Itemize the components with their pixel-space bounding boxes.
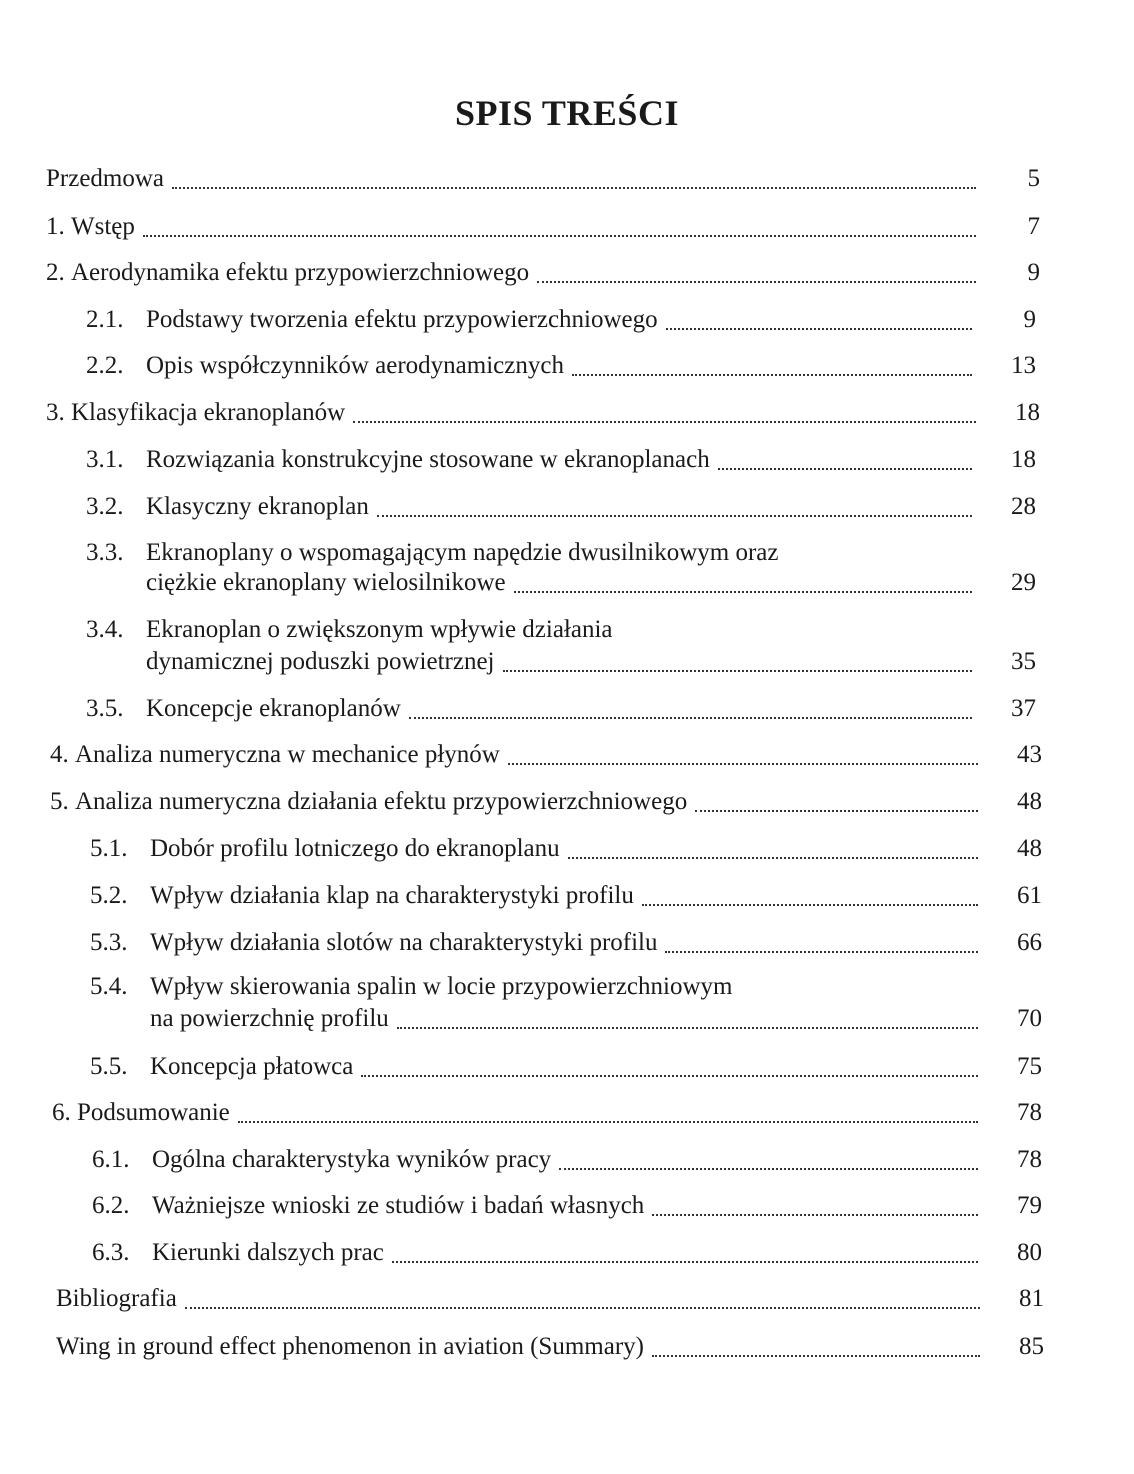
toc-entry-number: 5.4. [90,973,128,1000]
dot-leader [652,1214,978,1216]
toc-entry-label: Analiza numeryczna działania efektu przypowierzchniowego [75,788,688,815]
toc-entry[interactable] [46,396,1040,430]
toc-entry-page: 79 [1017,1192,1042,1219]
toc-entry-label-line1: Wpływ skierowania spalin w locie przypowierzchniowym [150,973,733,1000]
toc-entry[interactable] [46,162,1040,196]
toc-entry-label: Kierunki dalszych prac [152,1239,384,1266]
dot-leader [695,810,978,812]
toc-entry[interactable] [52,1096,1042,1130]
toc-entry-label-line1: Ekranoplany o wspomagającym napędzie dwusilnikowym oraz [146,539,779,566]
toc-entry-number: 3.4. [86,616,124,643]
dot-leader [172,187,976,189]
toc-entry[interactable] [90,1002,1042,1036]
dot-leader [537,281,976,283]
toc-entry[interactable] [86,566,1036,600]
toc-entry-label: Przedmowa [46,165,165,192]
toc-entry-number: 3.1. [86,446,124,473]
dot-leader [185,1307,980,1309]
toc-entry-label: Bibliografia [56,1285,177,1312]
toc-entry-number: 4. [50,741,75,768]
toc-entry-page: 35 [1011,648,1036,675]
toc-entry[interactable] [90,879,1042,913]
toc-entry-number: 6. [52,1099,77,1126]
toc-entry-label: Podstawy tworzenia efektu przypowierzchniowego [146,306,658,333]
toc-entry-page: 18 [1015,399,1040,426]
dot-leader [652,1355,980,1357]
toc-entry-page: 13 [1011,352,1036,379]
toc-entry[interactable] [86,443,1036,477]
dot-leader [508,763,978,765]
toc-entry[interactable] [46,210,1040,244]
toc-entry-label: Analiza numeryczna w mechanice płynów [75,741,500,768]
toc-entry-number: 3.3. [86,539,124,566]
toc-entry-page: 80 [1017,1239,1042,1266]
toc-entry-label: Wpływ działania slotów na charakterystyki profilu [150,929,658,956]
toc-entry-number: 6.3. [92,1239,130,1266]
toc-entry-first-line [90,970,732,1004]
toc-entry-label: Rozwiązania konstrukcyjne stosowane w ekranoplanach [146,446,710,473]
toc-entry[interactable] [90,832,1042,866]
toc-entry-label: Wing in ground effect phenomenon in aviation (Summary) [56,1333,644,1360]
toc-entry-label: Klasyfikacja ekranoplanów [71,399,346,426]
dot-leader [361,1075,978,1077]
toc-entry[interactable] [90,926,1042,960]
toc-entry-page: 75 [1017,1053,1042,1080]
toc-entry-label: dynamicznej poduszki powietrznej [146,648,495,675]
toc-entry-number: 3. [46,399,71,426]
toc-entry-label: Ogólna charakterystyka wyników pracy [152,1146,552,1173]
toc-entry-label: Podsumowanie [77,1099,230,1126]
toc-entry-page: 61 [1017,882,1042,909]
toc-entry[interactable] [86,490,1036,524]
toc-entry-label-line1: Ekranoplan o zwiększonym wpływie działania [146,616,613,643]
toc-entry[interactable] [50,785,1042,819]
toc-entry-page: 29 [1011,569,1036,596]
dot-leader [666,328,972,330]
toc-entry-label: Opis współczynników aerodynamicznych [146,352,564,379]
toc-entry[interactable] [92,1143,1042,1177]
toc-entry-number: 3.5. [86,695,124,722]
dot-leader [718,468,972,470]
toc-entry[interactable] [50,738,1042,772]
dot-leader [642,904,978,906]
dot-leader [503,670,973,672]
toc-entry-page: 43 [1017,741,1042,768]
toc-entry-page: 7 [1027,213,1040,240]
toc-entry-label: Aerodynamika efektu przypowierzchniowego [71,259,530,286]
dot-leader [397,1027,978,1029]
toc-entry-page: 78 [1017,1099,1042,1126]
toc-entry-number: 5.1. [90,835,128,862]
dot-leader [392,1261,978,1263]
dot-leader [568,857,978,859]
dot-leader [572,374,972,376]
toc-entry-first-line [86,536,778,570]
toc-entry[interactable] [56,1330,1044,1364]
toc-entry-label: Klasyczny ekranoplan [146,493,369,520]
toc-entry[interactable] [46,256,1040,290]
toc-entry-page: 70 [1017,1005,1042,1032]
toc-entry-page: 66 [1017,929,1042,956]
toc-entry[interactable] [56,1282,1044,1316]
dot-leader [353,421,976,423]
toc-entry-number: 5.5. [90,1053,128,1080]
toc-entry-number: 2.2. [86,352,124,379]
toc-entry[interactable] [86,692,1036,726]
toc-entry-page: 48 [1017,835,1042,862]
toc-entry-label: Wstęp [71,213,135,240]
toc-entry-label: Ważniejsze wnioski ze studiów i badań własnych [152,1192,645,1219]
toc-entry-page: 28 [1011,493,1036,520]
toc-entry[interactable] [86,303,1036,337]
toc-entry-page: 5 [1027,165,1040,192]
toc-entry-label: Wpływ działania klap na charakterystyki profilu [150,882,634,909]
toc-entry[interactable] [92,1236,1042,1270]
toc-entry-number: 6.2. [92,1192,130,1219]
toc-entry[interactable] [86,349,1036,383]
toc-entry-label: Dobór profilu lotniczego do ekranoplanu [150,835,560,862]
toc-entry-label: ciężkie ekranoplany wielosilnikowe [146,569,506,596]
toc-entry-number: 2. [46,259,71,286]
toc-entry[interactable] [86,645,1036,679]
toc-entry-number: 5.2. [90,882,128,909]
toc-entry-number: 3.2. [86,493,124,520]
dot-leader [559,1168,978,1170]
toc-entry[interactable] [92,1189,1042,1223]
page-title: SPIS TREŚCI [455,93,679,133]
toc-entry-number: 6.1. [92,1146,130,1173]
toc-entry-page: 9 [1023,306,1036,333]
toc-entry-label: Koncepcja płatowca [150,1053,354,1080]
toc-entry-number: 5. [50,788,75,815]
dot-leader [377,515,972,517]
toc-entry-label: Koncepcje ekranoplanów [146,695,401,722]
toc-entry-number: 1. [46,213,71,240]
toc-entry-number: 5.3. [90,929,128,956]
toc-entry-page: 81 [1019,1285,1044,1312]
toc-entry-page: 18 [1011,446,1036,473]
toc-entry[interactable] [90,1050,1042,1084]
toc-entry-number: 2.1. [86,306,124,333]
dot-leader [409,717,972,719]
toc-entry-page: 78 [1017,1146,1042,1173]
toc-entry-page: 48 [1017,788,1042,815]
dot-leader [665,951,978,953]
toc-entry-first-line [86,613,613,647]
toc-entry-label: na powierzchnię profilu [150,1005,389,1032]
toc-entry-page: 9 [1027,259,1040,286]
toc-entry-page: 85 [1019,1333,1044,1360]
dot-leader [514,591,972,593]
dot-leader [143,235,976,237]
toc-entry-page: 37 [1011,695,1036,722]
dot-leader [238,1121,978,1123]
